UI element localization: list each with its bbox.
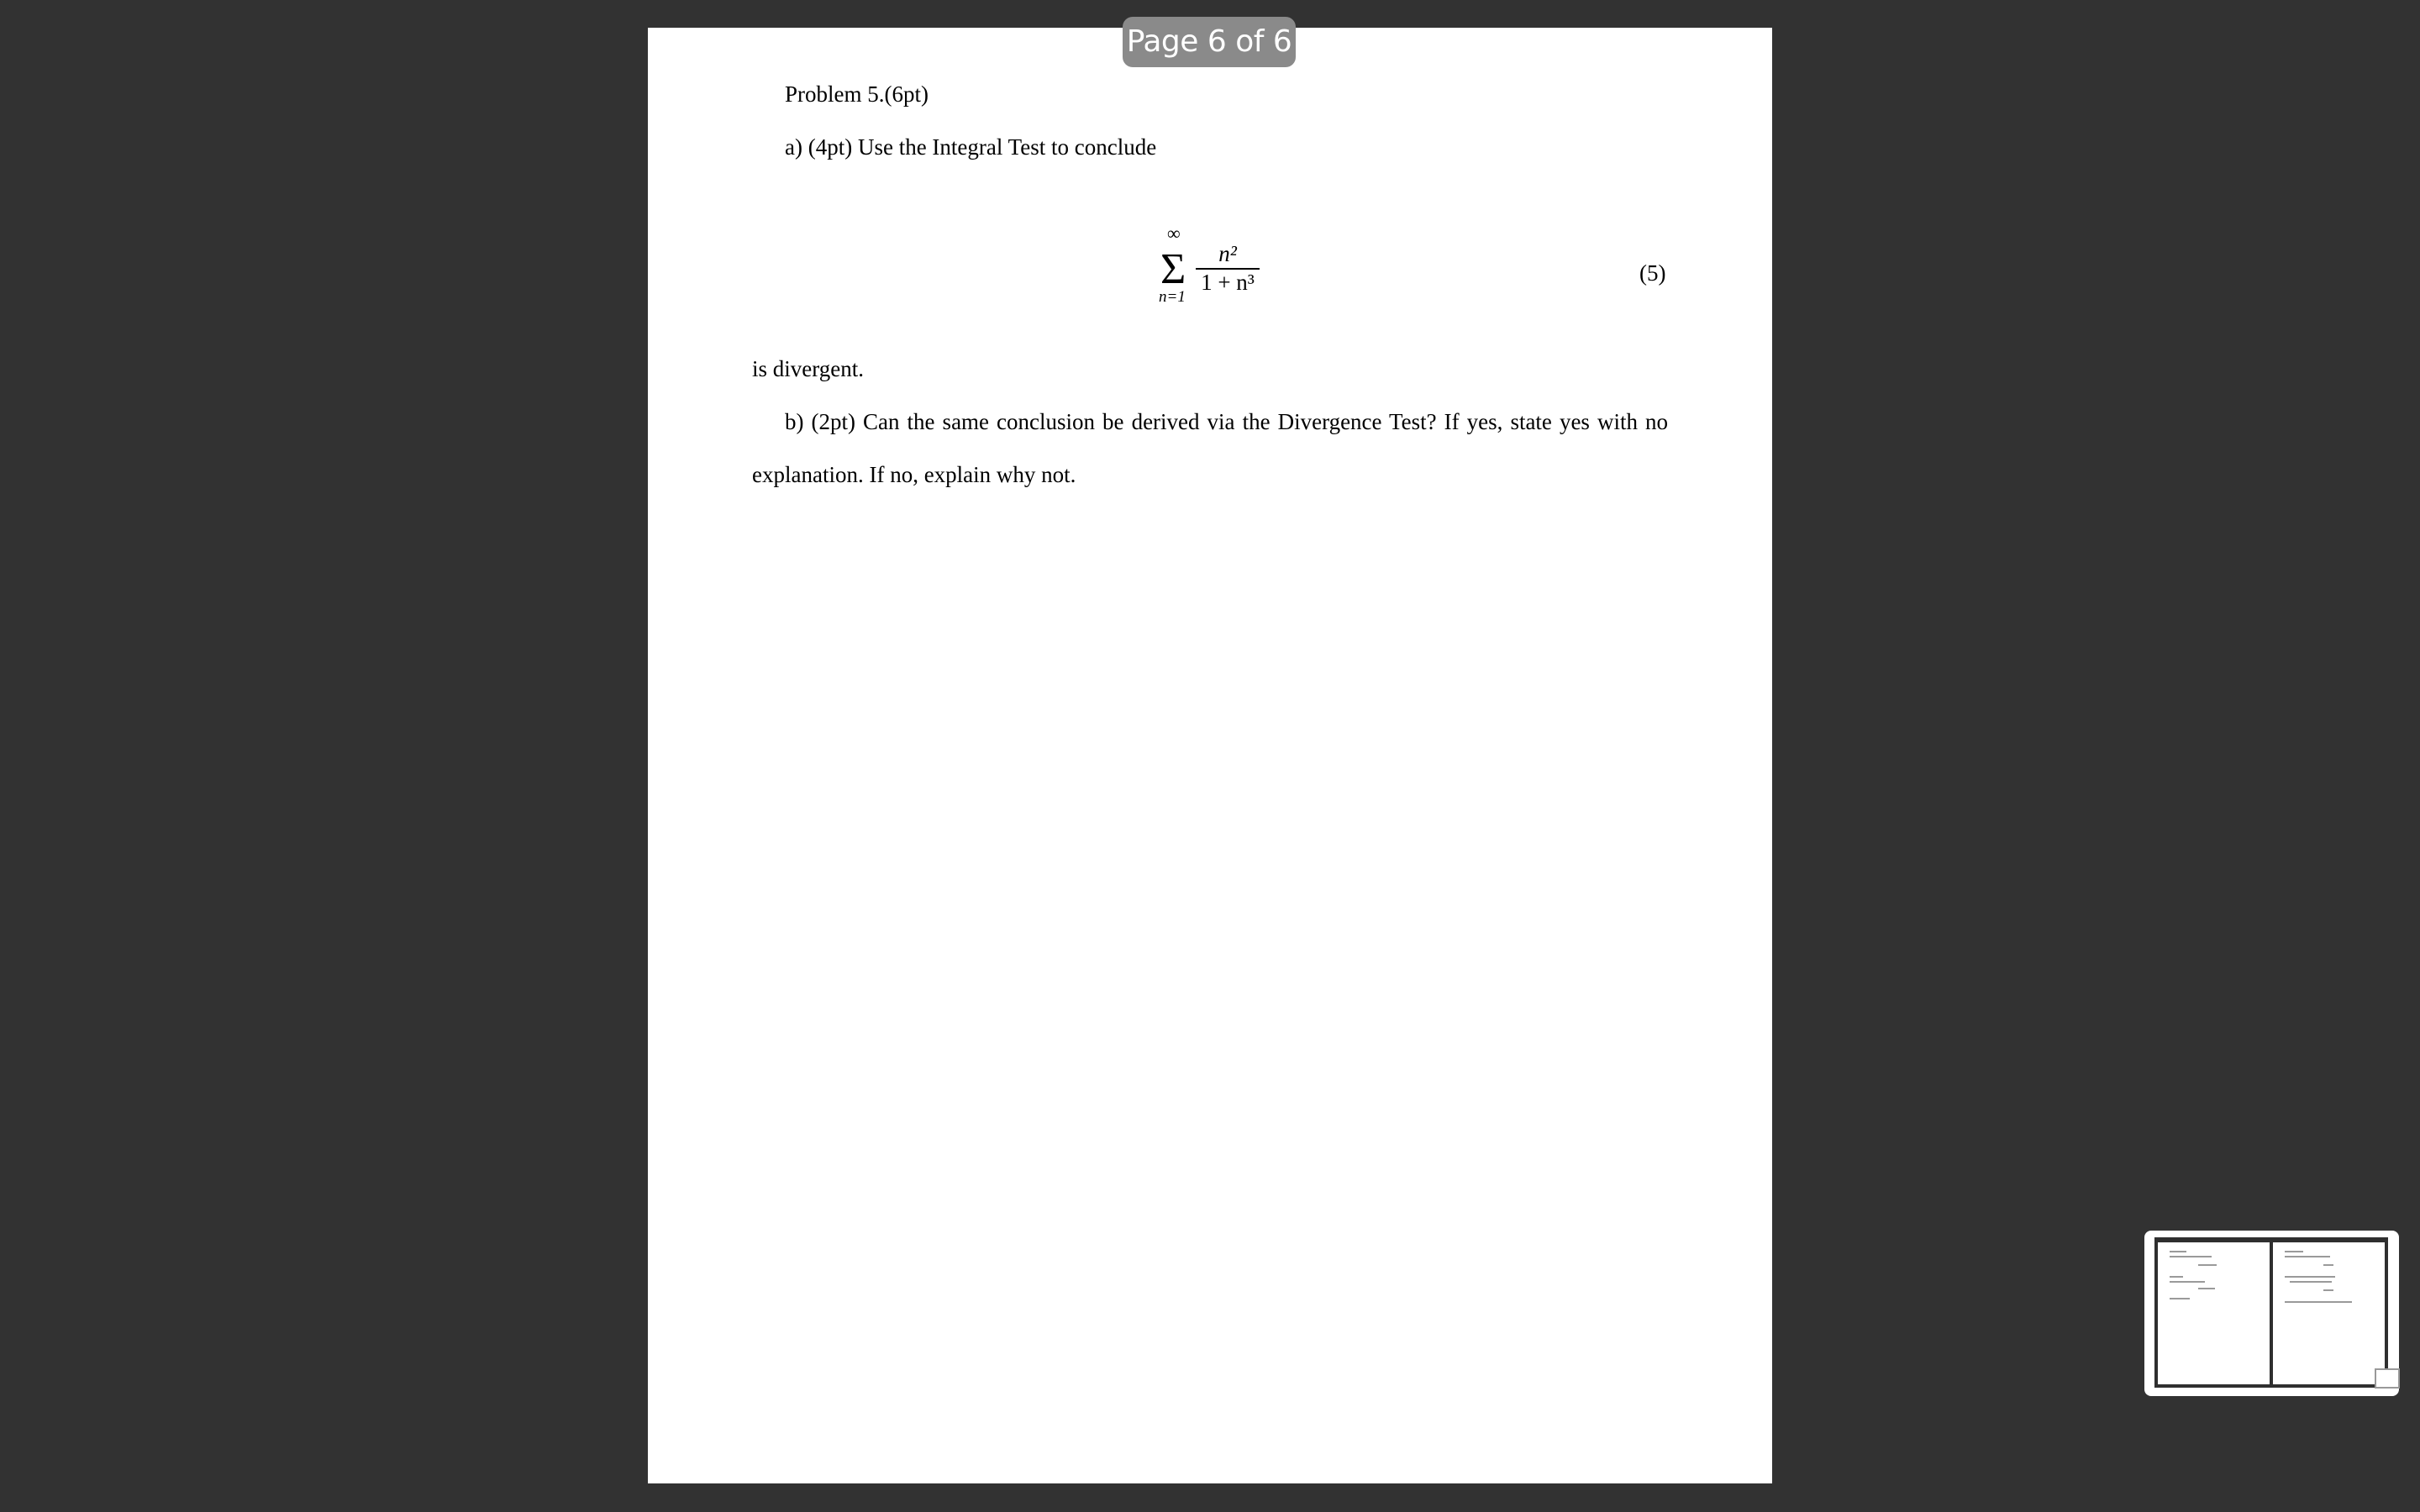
- thumbnail-page-right: [2273, 1242, 2385, 1384]
- fraction-numerator: n²: [1218, 241, 1237, 266]
- thumbnail-page-left: [2158, 1242, 2270, 1384]
- lower-limit: n=1: [1159, 288, 1186, 306]
- page-navigator-thumbnail[interactable]: [2144, 1231, 2399, 1396]
- fraction-denominator: 1 + n³: [1201, 270, 1255, 295]
- after-equation-text: is divergent.: [752, 356, 864, 381]
- document-page: [648, 28, 1772, 1483]
- part-b-line1: b) (2pt) Can the same conclusion be derived via the Divergence Test? If yes, state yes with no: [785, 409, 1668, 434]
- upper-limit: ∞: [1167, 223, 1181, 244]
- page-indicator: Page 6 of 6: [1123, 17, 1296, 67]
- problem-title: Problem 5.(6pt): [785, 81, 929, 107]
- part-a-text: a) (4pt) Use the Integral Test to conclude: [785, 134, 1157, 160]
- thumbnail-viewport-marker[interactable]: [2375, 1368, 2400, 1389]
- sigma-symbol: Σ: [1160, 245, 1186, 293]
- part-b-line2: explanation. If no, explain why not.: [752, 462, 1076, 487]
- thumbnail-canvas: [2154, 1237, 2388, 1388]
- equation-number: (5): [1639, 260, 1666, 286]
